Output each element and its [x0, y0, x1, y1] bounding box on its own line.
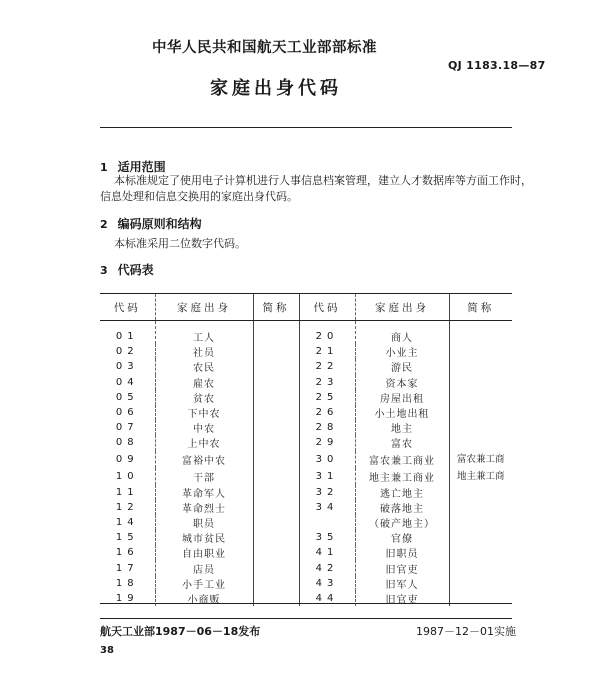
- origin-cell: 小土地出租: [355, 405, 449, 420]
- table-row: [100, 515, 512, 530]
- header-abbr-left: 简称: [253, 294, 299, 321]
- abbr-line-2: 地主兼工商: [456, 470, 505, 482]
- origin-cell: 自由职业: [155, 545, 253, 560]
- standard-organization: 中华人民共和国航天工业部部标准: [152, 40, 377, 56]
- origin-cell: 雇农: [155, 375, 253, 390]
- code-cell: 01: [115, 331, 139, 343]
- code-cell: 15: [115, 532, 139, 544]
- abbr-cell: [449, 390, 512, 405]
- code-cell: 41: [299, 545, 355, 560]
- origin-cell: 小手工业: [155, 576, 253, 591]
- origin-cell: 旧官吏: [355, 560, 449, 575]
- table-row: [100, 405, 512, 420]
- origin-cell: 社员: [155, 344, 253, 359]
- abbr-cell: [449, 545, 512, 560]
- section-3-number: 3: [100, 264, 108, 277]
- abbr-cell: [253, 485, 299, 500]
- table-row: [100, 359, 512, 374]
- origin-cell: 商人: [355, 321, 449, 345]
- abbr-cell: [253, 435, 299, 450]
- code-cell: 21: [299, 344, 355, 359]
- abbr-line-1: 富农兼工商: [456, 453, 505, 465]
- code-cell: 10: [115, 470, 139, 482]
- origin-cell: 下中农: [155, 405, 253, 420]
- code-cell: 16: [115, 547, 139, 559]
- code-cell: [299, 515, 355, 530]
- abbr-cell: [253, 530, 299, 545]
- section-2-heading: [100, 213, 202, 232]
- table-row: [100, 321, 512, 345]
- origin-cell: 旧官吏: [355, 591, 449, 606]
- abbr-cell: [253, 321, 299, 345]
- origin-cell: 革命烈士: [155, 500, 253, 515]
- code-cell: 14: [115, 516, 139, 528]
- section-2-number: 2: [100, 218, 108, 231]
- page-number: 38: [100, 645, 114, 656]
- table-bottom-rule: [100, 603, 512, 604]
- abbr-cell: [449, 560, 512, 575]
- table-row: [100, 375, 512, 390]
- origin-cell: 城市贫民: [155, 530, 253, 545]
- abbr-cell: [449, 500, 512, 515]
- code-cell: 06: [115, 407, 139, 419]
- abbr-cell: [253, 500, 299, 515]
- code-cell: 19: [115, 592, 139, 604]
- table-row: [100, 435, 512, 450]
- origin-cell: 职员: [155, 515, 253, 530]
- table-row: [100, 344, 512, 359]
- table-row: [100, 576, 512, 591]
- section-1-text-line2: 信息处理和信息交换用的家庭出身代码。: [100, 190, 298, 203]
- table-row: [100, 560, 512, 575]
- origin-cell: 革命军人: [155, 485, 253, 500]
- origin-cell: 旧职员: [355, 545, 449, 560]
- code-cell: 20: [299, 321, 355, 345]
- origin-cell: 逃亡地主: [355, 485, 449, 500]
- code-cell: 31: [299, 468, 355, 485]
- code-cell: 22: [299, 359, 355, 374]
- origin-cell: 富农兼工商业: [355, 451, 449, 468]
- abbr-cell: [253, 545, 299, 560]
- code-cell: 25: [299, 390, 355, 405]
- code-cell: 02: [115, 346, 139, 358]
- origin-cell: 小商贩: [155, 591, 253, 606]
- abbr-cell: [449, 321, 512, 345]
- abbr-cell: [449, 405, 512, 420]
- abbr-cell: [253, 359, 299, 374]
- abbr-cell: [253, 576, 299, 591]
- table-row: [100, 545, 512, 560]
- code-cell: 32: [299, 485, 355, 500]
- abbr-cell: [253, 468, 299, 485]
- code-cell: 17: [115, 562, 139, 574]
- header-code-right: 代码: [299, 294, 355, 321]
- abbr-cell: [449, 530, 512, 545]
- section-1-title: 适用范围: [117, 160, 166, 174]
- code-cell: 07: [115, 422, 139, 434]
- table-row: [100, 451, 512, 468]
- origin-cell: （破产地主）: [355, 515, 449, 530]
- code-cell: 30: [299, 451, 355, 468]
- table-row: [100, 390, 512, 405]
- effective-date: 1987－12－01实施: [416, 625, 516, 638]
- abbr-cell: [449, 344, 512, 359]
- origin-cell: 富裕中农: [155, 451, 253, 468]
- abbr-cell: [253, 515, 299, 530]
- origin-cell: 破落地主: [355, 500, 449, 515]
- code-cell: 05: [115, 391, 139, 403]
- table-row: [100, 420, 512, 435]
- section-1-text-line1: 本标准规定了使用电子计算机进行人事信息档案管理，建立人才数据库等方面工作时，: [114, 174, 532, 187]
- section-2-title: 编码原则和结构: [117, 217, 202, 231]
- header-origin-left: 家庭出身: [155, 294, 253, 321]
- table-row: [100, 500, 512, 515]
- origin-cell: 房屋出租: [355, 390, 449, 405]
- header-code-left: 代码: [100, 294, 155, 321]
- origin-cell: 小业主: [355, 344, 449, 359]
- code-cell: 43: [299, 576, 355, 591]
- code-cell: 12: [115, 501, 139, 513]
- origin-cell: 贫农: [155, 390, 253, 405]
- issue-date: 航天工业部1987－06－18发布: [100, 625, 261, 638]
- code-cell: 18: [115, 577, 139, 589]
- code-cell: 35: [299, 530, 355, 545]
- code-cell: 04: [115, 376, 139, 388]
- table-header-row: [100, 294, 512, 321]
- origin-cell: 中农: [155, 420, 253, 435]
- origin-cell: 资本家: [355, 375, 449, 390]
- abbr-cell: [449, 420, 512, 435]
- section-1-number: 1: [100, 161, 108, 174]
- header-divider: [100, 127, 512, 128]
- abbr-cell: [253, 344, 299, 359]
- code-cell: 09: [115, 453, 139, 465]
- abbr-merged-cell: [449, 451, 512, 485]
- abbr-cell: [253, 375, 299, 390]
- origin-cell: 上中农: [155, 435, 253, 450]
- code-cell: 08: [115, 437, 139, 449]
- origin-cell: 地主兼工商业: [355, 468, 449, 485]
- abbr-cell: [253, 420, 299, 435]
- code-cell: 28: [299, 420, 355, 435]
- page-title: 家庭出身代码: [210, 78, 342, 99]
- header-abbr-right: 简称: [449, 294, 512, 321]
- origin-cell: 游民: [355, 359, 449, 374]
- section-3-title: 代码表: [117, 263, 154, 277]
- section-3-heading: [100, 259, 154, 278]
- code-cell: 29: [299, 435, 355, 450]
- abbr-cell: [449, 485, 512, 500]
- origin-cell: 官僚: [355, 530, 449, 545]
- abbr-cell: [253, 405, 299, 420]
- section-2-text: 本标准采用二位数字代码。: [114, 237, 246, 250]
- origin-cell: 旧军人: [355, 576, 449, 591]
- code-cell: 11: [115, 486, 139, 498]
- code-cell: 42: [299, 560, 355, 575]
- origin-cell: 工人: [155, 321, 253, 345]
- abbr-cell: [449, 375, 512, 390]
- abbr-cell: [449, 359, 512, 374]
- footer-divider: [100, 618, 512, 619]
- origin-cell: 店员: [155, 560, 253, 575]
- code-table: [100, 293, 512, 606]
- origin-cell: 干部: [155, 468, 253, 485]
- code-cell: 34: [299, 500, 355, 515]
- abbr-cell: [449, 435, 512, 450]
- code-cell: 44: [299, 591, 355, 606]
- standard-code: QJ 1183.18—87: [448, 59, 546, 72]
- table-row: [100, 530, 512, 545]
- code-cell: 03: [115, 361, 139, 373]
- abbr-cell: [449, 576, 512, 591]
- code-cell: 26: [299, 405, 355, 420]
- origin-cell: 农民: [155, 359, 253, 374]
- origin-cell: 富农: [355, 435, 449, 450]
- header-origin-right: 家庭出身: [355, 294, 449, 321]
- abbr-cell: [449, 515, 512, 530]
- table-row: [100, 485, 512, 500]
- code-cell: 23: [299, 375, 355, 390]
- abbr-cell: [253, 451, 299, 468]
- abbr-cell: [253, 390, 299, 405]
- abbr-cell: [253, 560, 299, 575]
- origin-cell: 地主: [355, 420, 449, 435]
